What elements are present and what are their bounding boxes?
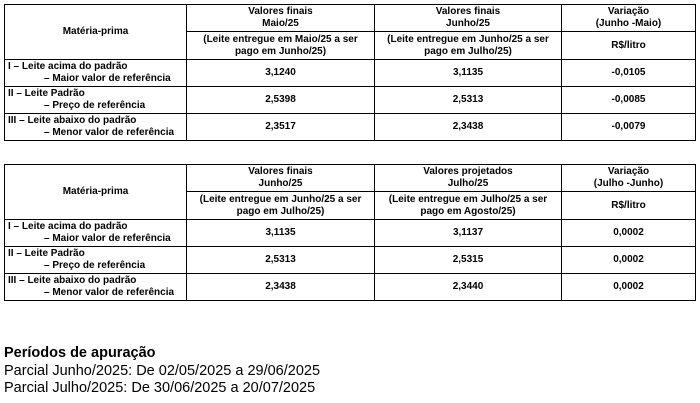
price-table-may-june: [4, 4, 696, 141]
row-label: [5, 60, 187, 87]
table-row: [5, 114, 696, 141]
col1-title: [187, 165, 375, 192]
value-cell: 3,1135: [187, 220, 375, 247]
price-table-june-july: [4, 164, 696, 301]
col1-title-line2: Maio/25: [262, 18, 299, 29]
col2-title: [375, 5, 562, 32]
col1-title: [187, 5, 375, 32]
col3-title: [562, 5, 696, 32]
col2-title: [375, 165, 562, 192]
value-cell: 2,3438: [375, 114, 562, 141]
col2-title-line1: Valores finais: [435, 6, 501, 17]
row-label-main: III – Leite abaixo do padrão: [8, 275, 137, 286]
variation-cell: -0,0105: [562, 60, 696, 87]
col3-title-line1: Variação: [607, 6, 650, 17]
row-label: [5, 247, 187, 274]
row-label-main: II – Leite Padrão: [8, 248, 85, 259]
col1-note: [187, 32, 375, 60]
period-line: Parcial Junho/2025: De 02/05/2025 a 29/06/2025: [4, 362, 321, 379]
materia-prima-header: Matéria-prima: [5, 5, 187, 60]
table-row: [5, 60, 696, 87]
variation-cell: 0,0002: [562, 274, 696, 301]
row-label: [5, 114, 187, 141]
variation-cell: 0,0002: [562, 247, 696, 274]
col1-title-line1: Valores finais: [248, 6, 313, 17]
col2-note-line1: (Leite entregue em Junho/25 a ser: [387, 33, 549, 45]
col1-note-line2: pago em Junho/25): [234, 45, 327, 57]
variation-cell: 0,0002: [562, 220, 696, 247]
col2-note: [375, 32, 562, 60]
row-label: [5, 87, 187, 114]
row-label: [5, 220, 187, 247]
col2-note: [375, 192, 562, 220]
table-row: [5, 247, 696, 274]
row-label-sub: – Maior valor de referência: [44, 73, 171, 84]
periods-title: Períodos de apuração: [4, 345, 156, 361]
col3-title-line2: (Junho -Maio): [595, 18, 662, 29]
value-cell: 2,5315: [375, 247, 562, 274]
col3-unit: R$/litro: [562, 192, 696, 220]
row-label-main: I – Leite acima do padrão: [8, 221, 128, 232]
value-cell: 3,1137: [375, 220, 562, 247]
col3-unit: R$/litro: [562, 32, 696, 60]
value-cell: 2,3440: [375, 274, 562, 301]
row-label: [5, 274, 187, 301]
variation-cell: -0,0079: [562, 114, 696, 141]
value-cell: 2,3517: [187, 114, 375, 141]
value-cell: 2,5398: [187, 87, 375, 114]
col2-title-line1: Valores projetados: [423, 166, 513, 177]
variation-cell: -0,0085: [562, 87, 696, 114]
col2-note-line1: (Leite entregue em Julho/25 a ser: [388, 193, 548, 205]
col2-title-line2: Junho/25: [446, 18, 490, 29]
row-label-main: II – Leite Padrão: [8, 88, 85, 99]
col3-title-line2: (Julho -Junho): [593, 178, 664, 189]
row-label-sub: – Menor valor de referência: [44, 127, 175, 138]
period-line: Parcial Julho/2025: De 30/06/2025 a 20/07/2025: [4, 380, 316, 396]
row-label-sub: – Preço de referência: [44, 100, 146, 111]
row-label-main: III – Leite abaixo do padrão: [8, 115, 137, 126]
col2-note-line2: pago em Agosto/25): [420, 205, 516, 217]
col1-title-line1: Valores finais: [248, 166, 313, 177]
col1-title-line2: Junho/25: [258, 178, 303, 189]
value-cell: 2,5313: [187, 247, 375, 274]
col3-title-line1: Variação: [607, 166, 650, 177]
col2-title-line2: Julho/25: [447, 178, 489, 189]
row-label-main: I – Leite acima do padrão: [8, 61, 128, 72]
col3-title: [562, 165, 696, 192]
row-label-sub: – Maior valor de referência: [44, 233, 171, 244]
col1-note-line1: (Leite entregue em Maio/25 a ser: [203, 33, 358, 45]
col1-note: [187, 192, 375, 220]
periods-section: [4, 345, 320, 398]
row-label-sub: – Menor valor de referência: [44, 287, 175, 298]
value-cell: 2,5313: [375, 87, 562, 114]
table-row: [5, 220, 696, 247]
value-cell: 3,1240: [187, 60, 375, 87]
materia-prima-header: Matéria-prima: [5, 165, 187, 220]
table-row: [5, 87, 696, 114]
col1-note-line2: pago em Julho/25): [236, 205, 325, 217]
table-row: [5, 274, 696, 301]
col1-note-line1: (Leite entregue em Junho/25 a ser: [199, 193, 362, 205]
row-label-sub: – Preço de referência: [44, 260, 146, 271]
value-cell: 3,1135: [375, 60, 562, 87]
col2-note-line2: pago em Julho/25): [424, 45, 512, 57]
value-cell: 2,3438: [187, 274, 375, 301]
